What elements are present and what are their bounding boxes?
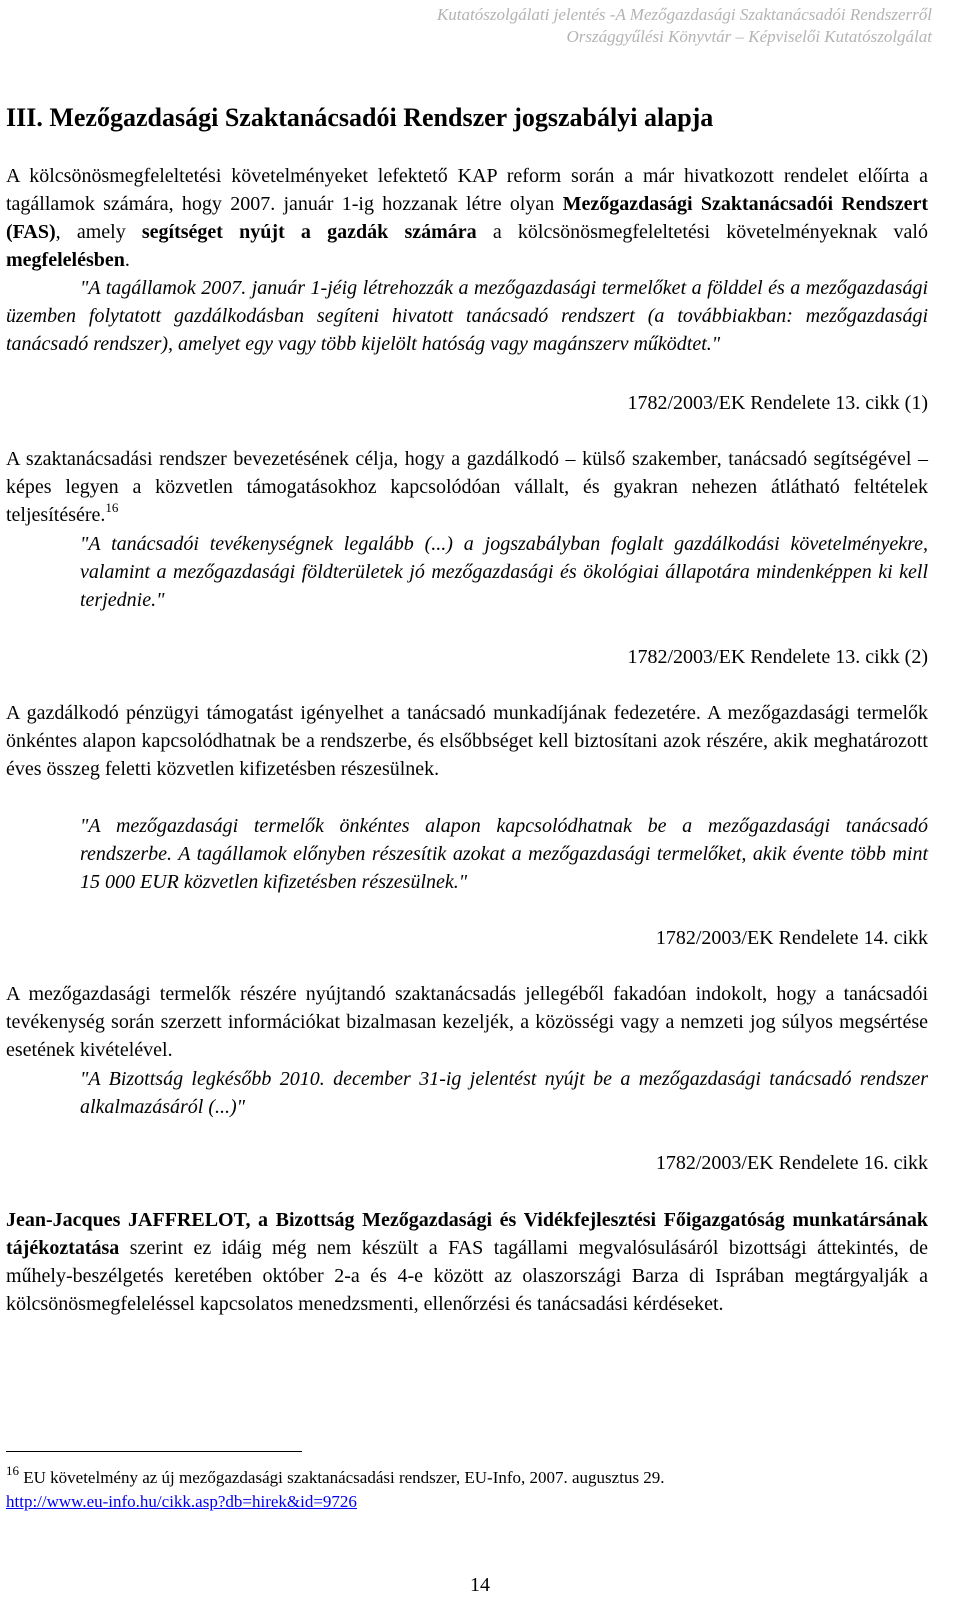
quote-paragraph-3: "A mezőgazdasági termelők önkéntes alapon kapcsolódhatnak be a mezőgazdasági tanácsadó rendszerbe. A tagállamok előnyben részesítik azokat a mezőgazdasági termelőket, akik évente több mint 15 000 EUR közvetlen kifizetésben részesülnek." (80, 815, 928, 893)
reference-4: 1782/2003/EK Rendelete 16. cikk (655, 1152, 928, 1174)
header-line-2: Országgyűlési Könyvtár – Képviselői Kutatószolgálat (566, 27, 932, 46)
quote-paragraph-4: "A Bizottság legkésőbb 2010. december 31-ig jelentést nyújt be a mezőgazdasági tanácsadó rendszer alkalmazásáról (...)" (80, 1068, 928, 1118)
header-line-1: Kutatószolgálati jelentés -A Mezőgazdasági Szaktanácsadói Rendszerről (436, 5, 932, 24)
quote-paragraph-1: "A tagállamok 2007. január 1-jéig létrehozzák a mezőgazdasági termelőket a földdel és a mezőgazdasági üzemben folytatott gazdálkodásban segíteni hivatott tanácsadó rendszert (a továbbiakban: mezőgazdasági tanácsadó rendszer), amelyet egy vagy több kijelölt hatóság vagy magánszerv működtet." (6, 277, 928, 355)
footnote-link[interactable]: http://www.eu-info.hu/cikk.asp?db=hirek&id=9726 (6, 1492, 357, 1511)
financial-support-paragraph: A gazdálkodó pénzügyi támogatást igényelhet a tanácsadó munkadíjának fedezetére. A mezőgazdasági termelők önkéntes alapon kapcsolódhatnak be a rendszerbe, és elsőbbséget kell biztosítani azok részére, akik meghatározott éves összeg feletti közvetlen kifizetésben részesülnek. (6, 702, 928, 780)
reference-3: 1782/2003/EK Rendelete 14. cikk (655, 927, 928, 949)
running-header (437, 4, 932, 48)
reference-1: 1782/2003/EK Rendelete 13. cikk (1) (627, 392, 928, 414)
advisory-purpose-paragraph: A szaktanácsadási rendszer bevezetésének célja, hogy a gazdálkodó – külső szakember, tanácsadó segítségével – képes legyen a közvetlen támogatásokhoz kapcsolódóan vállalt, és gyakran nehezen átlátható feltételek teljesítésére.$^{16}$ (6, 448, 928, 526)
section-title: III. Mezőgazdasági Szaktanácsadói Rendszer jogszabályi alapja (6, 103, 714, 132)
footnote-text: EU követelmény az új mezőgazdasági szaktanácsadási rendszer, EU-Info, 2007. augusztus 29. (19, 1468, 665, 1487)
jaffrelot-paragraph: Jean-Jacques JAFFRELOT, a Bizottság Mezőgazdasági és Vidékfejlesztési Főigazgatóság munkatársának tájékoztatása szerint ez idáig még nem készült a FAS tagállami megvalósulásáról bizottsági áttekintés, de műhely-beszélgetés keretében október 2-a és 4-e között az olaszországi Barza di Isprában megtárgyalják a kölcsönösmegfeleléssel kapcsolatos menedzsmenti, ellenőrzési és tanácsadási kérdéseket. (6, 1209, 928, 1315)
intro-paragraph: A kölcsönösmegfeleltetési követelményeket lefektető KAP reform során a már hivatkozott rendelet előírta a tagállamok számára, hogy 2007. január 1-ig hozzanak létre olyan Mezőgazdasági Szaktanácsadói Rendszert (FAS), amely segítséget nyújt a gazdák számára a kölcsönösmegfeleltetési követelményeknak való megfelelésben. (6, 165, 929, 271)
confidentiality-paragraph: A mezőgazdasági termelők részére nyújtandó szaktanácsadás jellegéből fakadóan indokolt, hogy a tanácsadói tevékenység során szerzett információkat bizalmasan kezeljék, a közösségi vagy a nemzeti jog súlyos megsértése esetének kivételével. (6, 983, 928, 1061)
page-number: 14 (470, 1574, 490, 1596)
footnote (6, 1463, 926, 1514)
footnote-number: 16 (6, 1463, 19, 1479)
quote-paragraph-2: "A tanácsadói tevékenységnek legalább (...) a jogszabályban foglalt gazdálkodási követelményekre, valamint a mezőgazdasági földterületek jó mezőgazdasági és ökológiai állapotára mindenképpen ki kell terjednie." (80, 533, 928, 611)
footnote-separator (6, 1451, 302, 1452)
footnote-reference: 16 (105, 500, 119, 516)
reference-2: 1782/2003/EK Rendelete 13. cikk (2) (627, 646, 928, 668)
